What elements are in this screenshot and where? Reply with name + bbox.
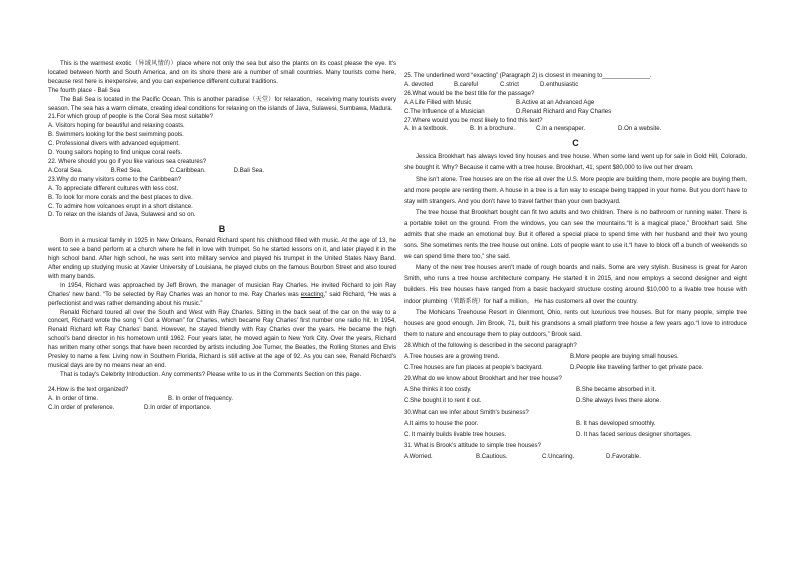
q21-option-d: D. Young sailors hoping to find unique coral reefs.	[48, 149, 183, 157]
q24-options-row-1	[48, 395, 396, 404]
q25-option-d: D.enthusiastic	[540, 80, 579, 88]
q24-options-row-2	[48, 404, 396, 413]
q31-option-a: A.Worried.	[404, 452, 433, 460]
section-b-heading: B	[218, 224, 226, 235]
c-paragraph-2: She isn't alone. Tree houses are on the rise all over the U.S. More people are building them, more people are buying them, and more people are renting them. A house in a tree is a fun way to escape being trapped in your home. But you don't have to stay with strangers. And you don't have to travel farther than your own backyard.	[404, 175, 747, 205]
q28-stem: 28.Which of the following is described in the second paragraph?	[404, 341, 577, 349]
q27-stem: 27.Where would you be most likely to find this text?	[404, 116, 543, 124]
q31-options	[404, 451, 747, 462]
q24-option-d: D.In order of importance.	[144, 403, 212, 411]
q26-options-row-2	[404, 108, 747, 117]
q30-options-row-2	[404, 429, 747, 440]
q25-stem-text: 25. The underlined word “exacting” (Paragraph 2) is closest in meaning to	[404, 72, 603, 79]
q27-option-a: A. In a textbook.	[404, 125, 449, 133]
q26-stem: 26.What would be the best title for the passage?	[404, 89, 535, 97]
q28-option-b: B.More people are buying small houses.	[570, 353, 679, 361]
q22-options	[48, 167, 396, 176]
q24-option-b: B. In order of frequency.	[168, 394, 233, 402]
q25-blank: ______________.	[602, 72, 652, 79]
q31-option-d: D.Favorable.	[606, 452, 641, 460]
q29-options-row-1	[404, 384, 747, 395]
q25-option-c: C.strict	[500, 80, 519, 88]
q27-option-d: D.On a website.	[618, 125, 662, 133]
q28-option-d: D.People like traveling farther to get private pace.	[570, 364, 704, 372]
q22-option-d: D.Bali Sea.	[233, 166, 265, 174]
caribbean-paragraph: This is the warmest exotic（异域风情的）place where not only the sea but also the plants on its coast please the eye. It's located between North and South America, and on its shore there are a number of small countries. Many tourists come here, because rest here is inexpensive, and you can experience different cultural traditions.	[48, 60, 396, 85]
b-paragraph-2-end: ,” said Richard, “He was a perfectionist and was rather demanding about his music.”	[48, 290, 396, 307]
q30-options-row-1	[404, 418, 747, 429]
q31-stem: 31. What is Brook's attitude to simple tree houses?	[404, 441, 541, 449]
q23-option-a: A. To appreciate different cultures with less cost.	[48, 184, 179, 192]
q22-option-b: B.Red Sea.	[110, 166, 142, 174]
q28-options-row-2	[404, 362, 747, 373]
q26-option-c: C.The Influence of a Musician	[404, 107, 485, 115]
q23-option-d: D. To relax on the islands of Java, Sulawesi and so on.	[48, 211, 196, 219]
c-paragraph-5: The Mohicans Treehouse Resort in Glenmont, Ohio, rents out luxurious tree houses. But for many people, simple tree houses are good enough. Jim Brook, 71, built his grandsons a small platform tree house a few years ago.“I love to introduce them to nature and encourage them to play outdoors,” Brook said.	[404, 308, 747, 338]
bali-heading: The fourth place - Bali Sea	[48, 86, 121, 94]
q28-options-row-1	[404, 351, 747, 362]
q27-option-b: B. In a brochure.	[470, 125, 516, 133]
q29-option-a: A.She thinks it too costly.	[404, 386, 472, 394]
q22-option-a: A.Coral Sea.	[48, 166, 83, 174]
b-paragraph-4: That is today's Celebrity Introduction. Any comments? Please write to us in the Comments Section on this page.	[60, 370, 362, 378]
q21-option-b: B. Swimmers looking for the best swimming pools.	[48, 131, 184, 139]
q25-options	[404, 81, 747, 90]
q25-option-b: B.careful	[454, 80, 479, 88]
q23-stem: 23.Why do many visitors come to the Caribbean?	[48, 175, 182, 183]
q25-stem	[404, 72, 747, 81]
q28-option-a: A.Tree houses are a growing trend.	[404, 353, 500, 361]
q28-option-c: C.Tree houses are fun places at people's backyard.	[404, 364, 543, 372]
q30-option-b: B. It has developed smoothly.	[576, 419, 656, 427]
q24-option-a: A. In order of time.	[48, 394, 99, 402]
q29-stem: 29.What do we know about Brookhart and her tree house?	[404, 375, 562, 383]
c-paragraph-1: Jessica Brookhart has always loved tiny houses and tree house. When some land went up for sale in Gold Hill, Colorado, she bought it. Why? Because it came with a tree house. Brookhart, 41, spent $80,000 to live out her dream.	[404, 153, 747, 172]
left-column	[48, 60, 396, 413]
b-paragraph-3: Renald Richard toured all over the South and West with Ray Charles. Sitting in the back seat of the car on the way to a concert, Richard wrote the song “I Got a Woman” for Charles, which became Ray Charles' first number one radio hit. In 1954, Renald Richard left Ray Charles' band. However, he stayed friendly with Ray Charles over the years. He became the high school's band director in his hometown until 1962. Four years later, he moved again to New York City. Over the years, Richard has written many other songs that have been recorded by artists including Joe Turner, the Beatles, the Rolling Stones and Elvis Presley to name a few. Living now in Southern Florida, Richard is still active at the age of 92. As you can see, Renald Richard's musical days are by no means near an end.	[48, 308, 396, 369]
q25-option-a: A. devoted	[404, 80, 434, 88]
q23-option-b: B. To look for more corals and the best places to dive.	[48, 193, 193, 201]
right-column	[404, 72, 747, 462]
section-c-heading: C	[572, 138, 579, 149]
bali-paragraph: The Bali Sea is located in the Pacific Ocean. This is another paradise（天堂）for relaxation，receiving many tourists every season. The sea has a warm climate, creating ideal conditions for relaxing on the islands of Java, Sulawesi, Sumbawa, Madura.	[48, 95, 396, 112]
q31-option-c: C.Uncaring.	[542, 452, 575, 460]
q23-option-c: C. To admire how volcanoes erupt in a short distance.	[48, 202, 193, 210]
q27-option-c: C.In a newspaper.	[536, 125, 586, 133]
q21-option-a: A. Visitors hoping for beautiful and relaxing coasts.	[48, 122, 185, 130]
q30-option-c: C. It mainly builds livable tree houses.	[404, 430, 507, 438]
q24-stem: 24.How is the text organized?	[48, 385, 129, 393]
c-paragraph-3: The tree house that Brookhart bought can fit two adults and two children. There is no bathroom or running water. There is a portable toilet on the ground. From the windows, you can see the mountains.“It is a magical place,” Brookhart said. She admits that she made an emotional buy. But it offered a special place to spend time with her husband and their two young sons. She sometimes rents the tree house out online. Lots of people want to use it.“I have to block off a bunch of weekends so we can spend time there too,” she said.	[404, 208, 747, 261]
c-paragraph-4: Many of the new tree houses aren't made of rough boards and nails. Some are very stylish. Business is great for Aaron Smith, who runs a tree house architecture company. He started it in 2015, and now employs a second designer and eight builders. His tree houses have ranged from a basic backyard structure costing around $10,000 to a livable tree house with indoor plumbing（管路系统）for half a million。 He has customers all over the country.	[404, 264, 747, 305]
q21-stem: 21.For which group of people is the Coral Sea most suitable?	[48, 113, 213, 121]
q21-option-c: C. Professional divers with advanced equipment.	[48, 140, 180, 148]
q27-options	[404, 125, 747, 134]
q22-option-c: C.Caribbean.	[169, 166, 206, 174]
q26-option-d: D.Renald Richard and Ray Charles	[516, 107, 612, 115]
q29-option-b: B.She became absorbed in it.	[576, 386, 656, 394]
b-paragraph-1: Born in a musical family in 1925 in New Orleans, Renald Richard spent his childhood filled with music. At the age of 13, he went to see a band perform at a church where he fell in love with trumpet. So he started lessons on it, and later played it in the high school band. After high school, he was sent into military service and played his trumpet in the United States Navy Band. After ending up studying music at Xavier University of Louisiana, he played clubs on the famous Bourbon Street and also toured with many bands.	[48, 237, 396, 280]
q26-option-a: A.A Life Filled with Music	[404, 98, 472, 106]
q30-option-a: A.It aims to house the poor.	[404, 419, 479, 427]
q26-options-row-1	[404, 99, 747, 108]
b-paragraph-2-start: In 1954, Richard was approached by Jeff Brown, the manager of musician Ray Charles. He invited Richard to join Ray Charles' new band. “To be selected by Ray Charles was an honor to me. Ray Charles was	[48, 281, 396, 298]
q26-option-b: B.Active at an Advanced Age	[516, 98, 595, 106]
q24-option-c: C.In order of preference.	[48, 403, 115, 411]
q29-options-row-2	[404, 395, 747, 406]
q31-option-b: B.Cautious.	[476, 452, 508, 460]
b-paragraph-2	[48, 282, 396, 309]
q30-stem: 30.What can we infer about Smith's business?	[404, 408, 529, 416]
underlined-word: exacting	[300, 290, 324, 298]
q29-option-d: D.She always lives there alone.	[576, 397, 662, 405]
q22-stem: 22. Where should you go if you like various sea creatures?	[48, 157, 207, 165]
q29-option-c: C.She bought it to rent it out.	[404, 397, 482, 405]
q30-option-d: D. It has faced serious designer shortages.	[576, 430, 692, 438]
